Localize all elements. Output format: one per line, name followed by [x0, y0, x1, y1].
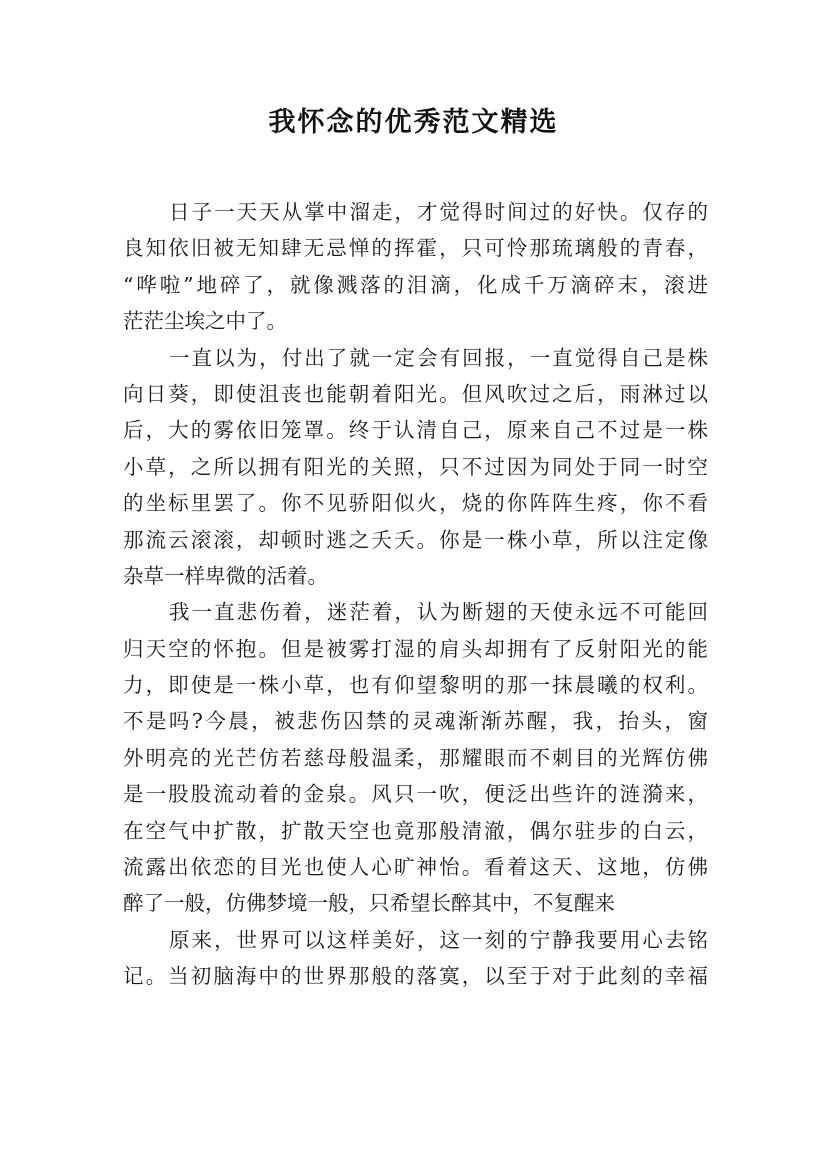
text-line: “哗啦”地碎了，就像溅落的泪滴，化成千万滴碎末，滚进 [123, 272, 708, 297]
text-line: 醉了一般，仿佛梦境一般，只希望长醉其中，不复醒来 [123, 891, 615, 916]
text-line: 流露出依恋的目光也使人心旷神怡。看着这天、这地，仿佛 [123, 855, 708, 880]
document-title: 我怀念的优秀范文精选 [268, 107, 559, 138]
text-line: 杂草一样卑微的活着。 [123, 563, 328, 588]
text-line: 外明亮的光芒仿若慈母般温柔，那耀眼而不刺目的光辉仿佛 [123, 745, 708, 770]
text-line: 的坐标里罢了。你不见骄阳似火，烧的你阵阵生疼，你不看 [123, 491, 708, 516]
text-line: 向日葵，即使沮丧也能朝着阳光。但风吹过之后，雨淋过以 [123, 381, 708, 406]
text-line: 原来，世界可以这样美好，这一刻的宁静我要用心去铭 [169, 927, 708, 952]
text-line: 茫茫尘埃之中了。 [123, 309, 287, 334]
text-line: 一直以为，付出了就一定会有回报，一直觉得自己是株 [169, 345, 708, 370]
text-line: 归天空的怀抱。但是被雾打湿的肩头却拥有了反射阳光的能 [123, 636, 708, 661]
text-line: 后，大的雾依旧笼罩。终于认清自己，原来自己不过是一株 [123, 418, 708, 443]
text-line: 小草，之所以拥有阳光的关照，只不过因为同处于同一时空 [123, 454, 708, 479]
text-line: 我一直悲伤着，迷茫着，认为断翅的天使永远不可能回 [169, 600, 708, 625]
text-line: 记。当初脑海中的世界那般的落寞，以至于对于此刻的幸福 [123, 964, 708, 989]
text-line: 在空气中扩散，扩散天空也竟那般清澈，偶尔驻步的白云， [123, 818, 708, 843]
text-line: 日子一天天从掌中溜走，才觉得时间过的好快。仅存的 [169, 200, 708, 224]
document-body [123, 194, 708, 995]
text-line: 良知依旧被无知肆无忌惮的挥霍，只可怜那琉璃般的青春， [123, 236, 708, 261]
text-line: 那流云滚滚，却顿时逃之夭夭。你是一株小草，所以注定像 [123, 527, 708, 552]
text-line: 不是吗?今晨，被悲伤囚禁的灵魂渐渐苏醒，我，抬头，窗 [123, 709, 708, 734]
text-line: 是一股股流动着的金泉。风只一吹，便泛出些许的涟漪来， [123, 782, 708, 807]
text-line: 力，即使是一株小草，也有仰望黎明的那一抹晨曦的权利。 [123, 673, 708, 698]
